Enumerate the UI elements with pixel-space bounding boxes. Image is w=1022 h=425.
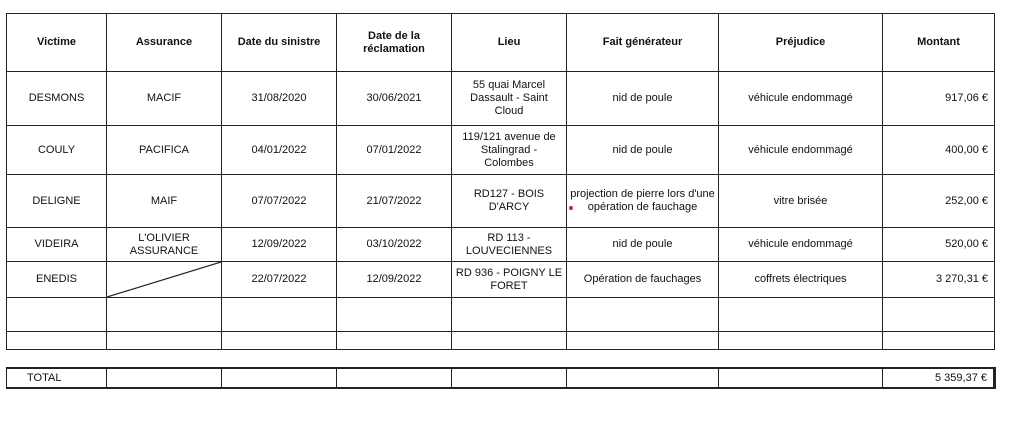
cell-assurance: PACIFICA bbox=[107, 126, 222, 175]
header-assurance: Assurance bbox=[107, 14, 222, 72]
table-row bbox=[7, 262, 995, 298]
table-row bbox=[7, 175, 995, 228]
cell-lieu: RD127 - BOIS D'ARCY bbox=[452, 175, 567, 228]
cell-date-reclamation: 21/07/2022 bbox=[337, 175, 452, 228]
table-row bbox=[7, 72, 995, 126]
header-row bbox=[7, 14, 995, 72]
cell-date-sinistre: 04/01/2022 bbox=[222, 126, 337, 175]
cell-montant: 917,06 € bbox=[883, 72, 995, 126]
claims-table bbox=[6, 13, 995, 350]
cell-date-sinistre: 31/08/2020 bbox=[222, 72, 337, 126]
total-label: TOTAL bbox=[7, 368, 107, 388]
cell-fait-generateur: nid de poule bbox=[567, 126, 719, 175]
cell-lieu: 119/121 avenue de Stalingrad - Colombes bbox=[452, 126, 567, 175]
cell-victime: DELIGNE bbox=[7, 175, 107, 228]
cell-date-reclamation: 07/01/2022 bbox=[337, 126, 452, 175]
total-row bbox=[7, 368, 995, 388]
cell-date-reclamation: 30/06/2021 bbox=[337, 72, 452, 126]
cell-prejudice: coffrets électriques bbox=[719, 262, 883, 298]
cell-victime: COULY bbox=[7, 126, 107, 175]
cell-assurance-empty bbox=[107, 262, 222, 298]
cell-prejudice: véhicule endommagé bbox=[719, 72, 883, 126]
cell-montant: 252,00 € bbox=[883, 175, 995, 228]
cell-prejudice: véhicule endommagé bbox=[719, 228, 883, 262]
cell-date-sinistre: 22/07/2022 bbox=[222, 262, 337, 298]
cell-fait-generateur: Opération de fauchages bbox=[567, 262, 719, 298]
header-date-sinistre: Date du sinistre bbox=[222, 14, 337, 72]
total-table bbox=[6, 367, 996, 389]
header-victime: Victime bbox=[7, 14, 107, 72]
red-mark-dot bbox=[569, 206, 573, 210]
cell-montant: 520,00 € bbox=[883, 228, 995, 262]
cell-fait-generateur: nid de poule bbox=[567, 72, 719, 126]
header-lieu: Lieu bbox=[452, 14, 567, 72]
empty-row bbox=[7, 298, 995, 332]
cell-assurance: L'OLIVIER ASSURANCE bbox=[107, 228, 222, 262]
cell-fait-generateur: nid de poule bbox=[567, 228, 719, 262]
cell-victime: DESMONS bbox=[7, 72, 107, 126]
cell-fait-generateur: projection de pierre lors d'une opération de fauchage bbox=[567, 175, 719, 228]
table-row bbox=[7, 228, 995, 262]
table-row bbox=[7, 126, 995, 175]
cell-lieu: RD 936 - POIGNY LE FORET bbox=[452, 262, 567, 298]
total-amount: 5 359,37 € bbox=[883, 368, 995, 388]
cell-date-reclamation: 12/09/2022 bbox=[337, 262, 452, 298]
empty-row bbox=[7, 332, 995, 350]
diagonal-strike-icon bbox=[107, 262, 221, 297]
header-prejudice: Préjudice bbox=[719, 14, 883, 72]
cell-victime: ENEDIS bbox=[7, 262, 107, 298]
cell-lieu: RD 113 - LOUVECIENNES bbox=[452, 228, 567, 262]
cell-prejudice: véhicule endommagé bbox=[719, 126, 883, 175]
header-date-reclamation: Date de la réclamation bbox=[337, 14, 452, 72]
cell-assurance: MACIF bbox=[107, 72, 222, 126]
cell-date-sinistre: 07/07/2022 bbox=[222, 175, 337, 228]
cell-assurance: MAIF bbox=[107, 175, 222, 228]
cell-prejudice: vitre brisée bbox=[719, 175, 883, 228]
cell-date-sinistre: 12/09/2022 bbox=[222, 228, 337, 262]
cell-montant: 3 270,31 € bbox=[883, 262, 995, 298]
header-montant: Montant bbox=[883, 14, 995, 72]
header-fait-generateur: Fait générateur bbox=[567, 14, 719, 72]
cell-lieu: 55 quai Marcel Dassault - Saint Cloud bbox=[452, 72, 567, 126]
cell-montant: 400,00 € bbox=[883, 126, 995, 175]
cell-date-reclamation: 03/10/2022 bbox=[337, 228, 452, 262]
cell-victime: VIDEIRA bbox=[7, 228, 107, 262]
